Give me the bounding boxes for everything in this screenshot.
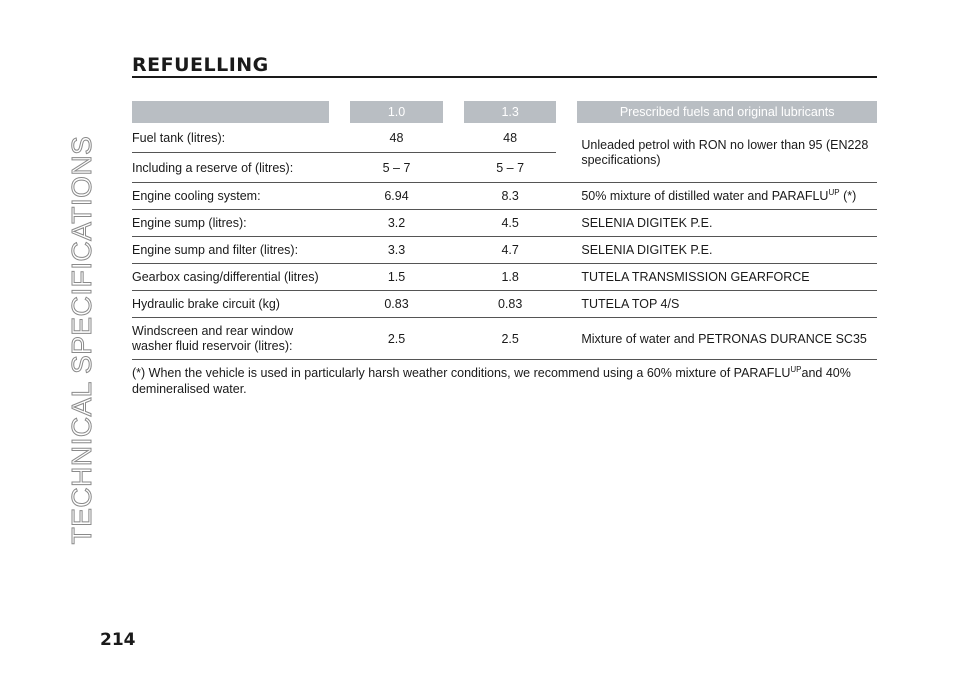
header-1-0: 1.0 xyxy=(350,101,443,123)
table-row xyxy=(132,210,877,237)
value-1-3: 2.5 xyxy=(464,318,556,360)
table-row xyxy=(132,237,877,264)
fuel-lubricant: SELENIA DIGITEK P.E. xyxy=(577,237,877,264)
table-row xyxy=(132,264,877,291)
fuel-petrol: Unleaded petrol with RON no lower than 95 (EN228 specifications) xyxy=(577,123,877,183)
page-number: 214 xyxy=(100,630,136,650)
row-label: Engine sump (litres): xyxy=(132,210,329,237)
value-1-3: 4.7 xyxy=(464,237,556,264)
header-fuels: Prescribed fuels and original lubricants xyxy=(577,101,877,123)
header-1-3: 1.3 xyxy=(464,101,556,123)
value-1-0: 48 xyxy=(350,123,443,153)
fuel-lubricant: Mixture of water and PETRONAS DURANCE SC35 xyxy=(577,318,877,360)
table-row xyxy=(132,291,877,318)
row-label: Engine sump and filter (litres): xyxy=(132,237,329,264)
refuelling-table xyxy=(132,101,877,360)
value-1-3: 5 – 7 xyxy=(464,153,556,183)
value-1-0: 1.5 xyxy=(350,264,443,291)
row-label: Engine cooling system: xyxy=(132,183,329,210)
value-1-0: 2.5 xyxy=(350,318,443,360)
value-1-0: 6.94 xyxy=(350,183,443,210)
value-1-0: 5 – 7 xyxy=(350,153,443,183)
table-row xyxy=(132,183,877,210)
row-label: Windscreen and rear window washer fluid reservoir (litres): xyxy=(132,318,329,360)
value-1-0: 3.3 xyxy=(350,237,443,264)
header-blank xyxy=(132,101,329,123)
page-heading: REFUELLING xyxy=(132,54,269,76)
fuel-lubricant: TUTELA TRANSMISSION GEARFORCE xyxy=(577,264,877,291)
section-title: TECHNICAL SPECIFICATIONS xyxy=(66,135,97,545)
heading-rule xyxy=(132,76,877,78)
table-row xyxy=(132,123,877,153)
footnote: (*) When the vehicle is used in particularly harsh weather conditions, we recommend using a 60% mixture of $PARAFLU^{UP}and$ 40% demineralised water. xyxy=(132,365,851,397)
value-1-0: 3.2 xyxy=(350,210,443,237)
row-label: Fuel tank (litres): xyxy=(132,123,329,153)
value-1-3: 0.83 xyxy=(464,291,556,318)
value-1-3: 4.5 xyxy=(464,210,556,237)
row-label: Hydraulic brake circuit (kg) xyxy=(132,291,329,318)
row-label: Gearbox casing/differential (litres) xyxy=(132,264,329,291)
value-1-0: 0.83 xyxy=(350,291,443,318)
fuel-coolant: 50% mixture of distilled water and $PARAFLU^{UP}$ (*) xyxy=(577,183,877,210)
table-header xyxy=(132,101,877,123)
fuel-lubricant: SELENIA DIGITEK P.E. xyxy=(577,210,877,237)
value-1-3: 48 xyxy=(464,123,556,153)
value-1-3: 1.8 xyxy=(464,264,556,291)
value-1-3: 8.3 xyxy=(464,183,556,210)
table-row xyxy=(132,318,877,360)
fuel-lubricant: TUTELA TOP 4/S xyxy=(577,291,877,318)
row-label: Including a reserve of (litres): xyxy=(132,153,329,183)
